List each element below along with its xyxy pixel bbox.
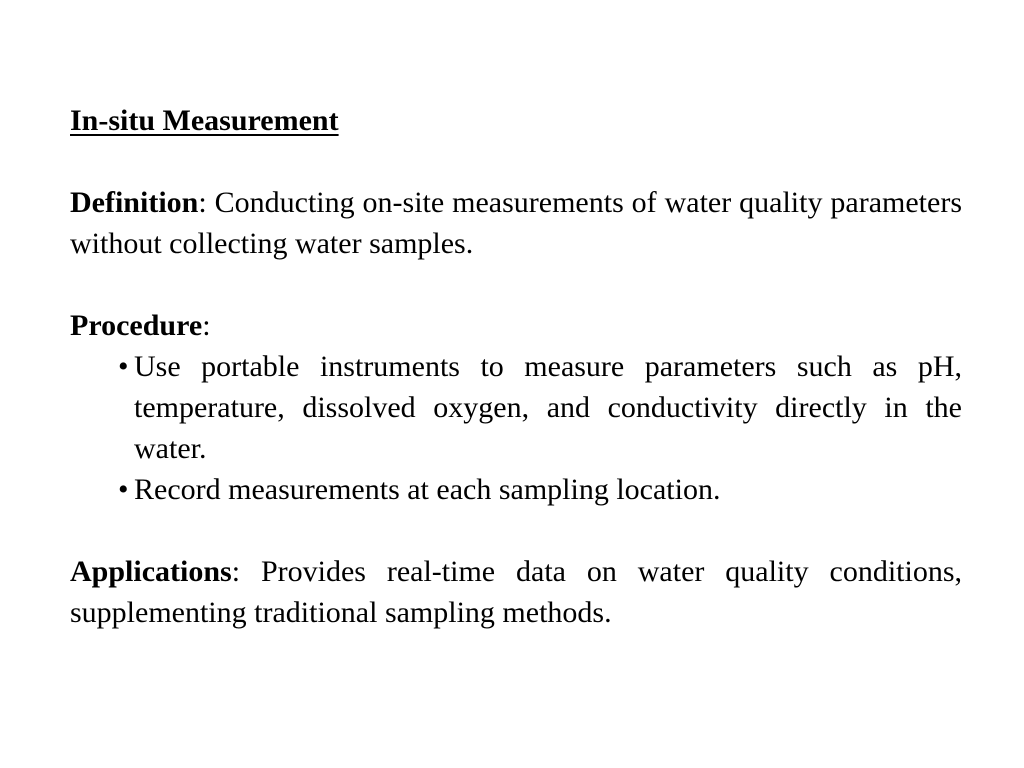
applications-separator: : bbox=[231, 555, 241, 588]
procedure-step-1: Use portable instruments to measure parameters such as pH, temperature, dissolved oxygen, and conductivity directly in the water. bbox=[134, 350, 962, 465]
procedure-heading bbox=[70, 305, 962, 346]
slide-title: In-situ Measurement bbox=[70, 104, 339, 137]
bullet-icon: • bbox=[118, 350, 129, 383]
spacer bbox=[70, 141, 962, 182]
definition-text: Conducting on-site measurements of water quality parameters without collecting water samples. bbox=[70, 186, 962, 260]
list-item bbox=[70, 346, 962, 469]
definition-separator: : bbox=[198, 186, 207, 219]
definition-term: Definition bbox=[70, 186, 199, 219]
applications-paragraph bbox=[70, 551, 962, 633]
applications-text: Provides real-time data on water quality conditions, supplementing traditional sampling methods. bbox=[70, 555, 962, 629]
bullet-icon: • bbox=[118, 473, 129, 506]
procedure-separator: : bbox=[202, 309, 211, 342]
procedure-term: Procedure bbox=[70, 309, 203, 342]
procedure-list bbox=[70, 346, 962, 510]
spacer bbox=[70, 510, 962, 551]
applications-term: Applications bbox=[70, 555, 232, 588]
list-item bbox=[70, 469, 962, 510]
definition-paragraph bbox=[70, 182, 962, 264]
slide-content bbox=[70, 100, 962, 633]
procedure-step-2: Record measurements at each sampling location. bbox=[134, 473, 721, 506]
spacer bbox=[70, 264, 962, 305]
